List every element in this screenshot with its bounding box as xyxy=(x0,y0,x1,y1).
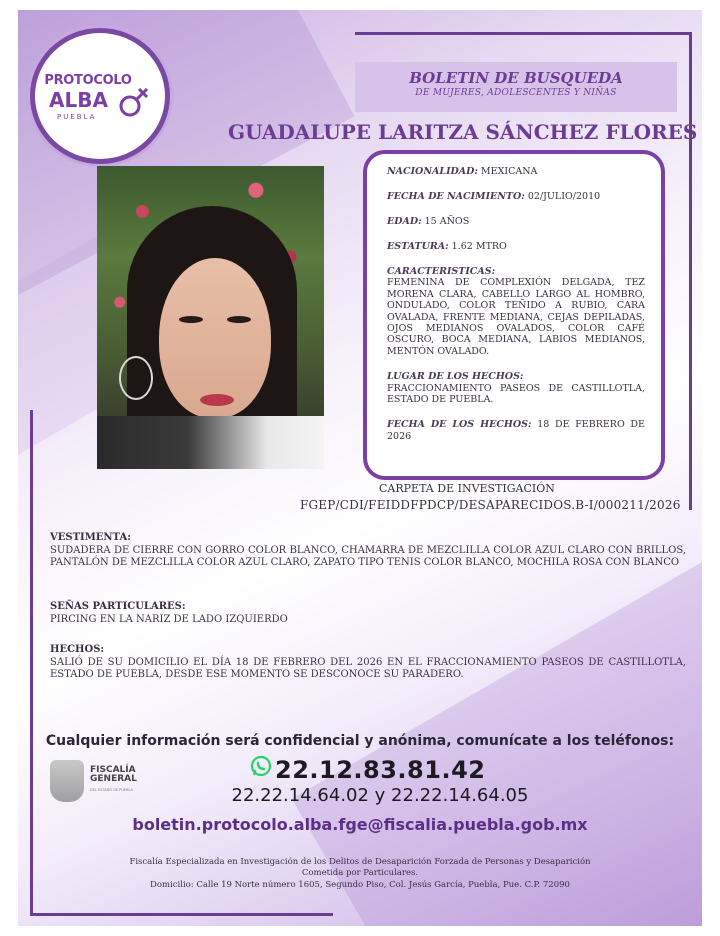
fiscalia-emblem-icon xyxy=(50,760,84,802)
vestimenta-label: VESTIMENTA: xyxy=(50,532,131,543)
contact-intro: Cualquier información será confidencial y anónima, comunícate a los teléfonos: xyxy=(45,733,675,749)
footer-address: Domicilio: Calle 19 Norte número 1605, Segundo Piso, Col. Jesús García, Puebla, Pue. C.P. 72090 xyxy=(150,879,570,890)
field-edad: EDAD: 15 AÑOS xyxy=(387,216,470,227)
logo-text-alba: ALBA xyxy=(49,88,108,112)
field-lugar-hechos: LUGAR DE LOS HECHOS: FRACCIONAMIENTO PASEOS DE CASTILLOTLA, ESTADO DE PUEBLA. xyxy=(387,371,645,405)
logo-text-puebla: PUEBLA xyxy=(57,113,97,121)
section-hechos xyxy=(50,644,686,682)
bulletin-header xyxy=(355,62,677,112)
whatsapp-icon xyxy=(250,755,272,777)
footer-line1: Fiscalía Especializada en Investigación de los Delitos de Desaparición Forzada de Personas y Desaparición xyxy=(129,857,591,867)
field-nacionalidad: NACIONALIDAD: MEXICANA xyxy=(387,166,538,177)
contact-email[interactable]: boletin.protocolo.alba.fge@fiscalia.puebla.gob.mx xyxy=(132,815,588,834)
missing-person-name: GUADALUPE LARITZA SÁNCHEZ FLORES xyxy=(228,120,698,144)
vestimenta-text: SUDADERA DE CIERRE CON GORRO COLOR BLANCO, CHAMARRA DE MEZCLILLA COLOR AZUL CLARO CON BRILLOS, PANTALÓN DE MEZCLILLA COLOR AZUL CLARO, ZAPATO TIPO TENIS COLOR BLANCO, MOCHILA ROSA CON BLANCO xyxy=(50,544,686,568)
missing-person-photo xyxy=(97,166,324,469)
phone-main[interactable]: 22.12.83.81.42 xyxy=(275,756,486,784)
field-estatura: ESTATURA: 1.62 MTRO xyxy=(387,241,507,252)
investigation-folder xyxy=(300,482,710,512)
person-details-card xyxy=(363,150,665,480)
venus-symbol-icon xyxy=(117,85,151,119)
carpeta-label: CARPETA DE INVESTIGACIÓN xyxy=(379,482,555,495)
phone-others[interactable]: 22.22.14.64.02 y 22.22.14.64.05 xyxy=(231,785,529,806)
hechos-label: HECHOS: xyxy=(50,644,105,655)
field-caracteristicas: CARACTERISTICAS: FEMENINA DE COMPLEXIÓN DELGADA, TEZ MORENA CLARA, CABELLO LARGO AL HOMBRO, ONDULADO, COLOR TEÑIDO A RUBIO, CARA OVALADA, FRENTE MEDIANA, CEJAS DEPILADAS, OJOS MEDIANOS OVALADOS, COLOR CAFÉ OSCURO, BOCA MEDIANA, LABIOS MEDIANOS, MENTÓN OVALADO. xyxy=(387,266,645,357)
section-vestimenta xyxy=(50,532,686,570)
bulletin-title: BOLETIN DE BUSQUEDA xyxy=(409,69,623,87)
senas-label: SEÑAS PARTICULARES: xyxy=(50,601,186,612)
field-fecha-hechos: FECHA DE LOS HECHOS: 18 DE FEBRERO DE 2026 xyxy=(387,419,645,442)
carpeta-number: FGEP/CDI/FEIDDFPDCP/DESAPARECIDOS.B-I/000211/2026 xyxy=(300,498,681,512)
footer-line2: Cometida por Particulares. xyxy=(301,868,419,879)
footer xyxy=(0,857,720,891)
section-senas-particulares xyxy=(50,601,686,626)
hechos-text: SALIÓ DE SU DOMICILIO EL DÍA 18 DE FEBRERO DEL 2026 EN EL FRACCIONAMIENTO PASEOS DE CASTILLOTLA, ESTADO DE PUEBLA, DESDE ESE MOMENTO SE DESCONOCE SU PARADERO. xyxy=(50,656,686,680)
field-fecha-nacimiento: FECHA DE NACIMIENTO: 02/JULIO/2010 xyxy=(387,191,601,202)
logo-text-protocolo: PROTOCOLO xyxy=(44,73,132,88)
fiscalia-logo: FISCALÍA GENERAL DEL ESTADO DE PUEBLA xyxy=(50,760,170,804)
senas-text: PIRCING EN LA NARIZ DE LADO IZQUIERDO xyxy=(50,613,288,625)
bulletin-subtitle: DE MUJERES, ADOLESCENTES Y NIÑAS xyxy=(415,88,617,98)
